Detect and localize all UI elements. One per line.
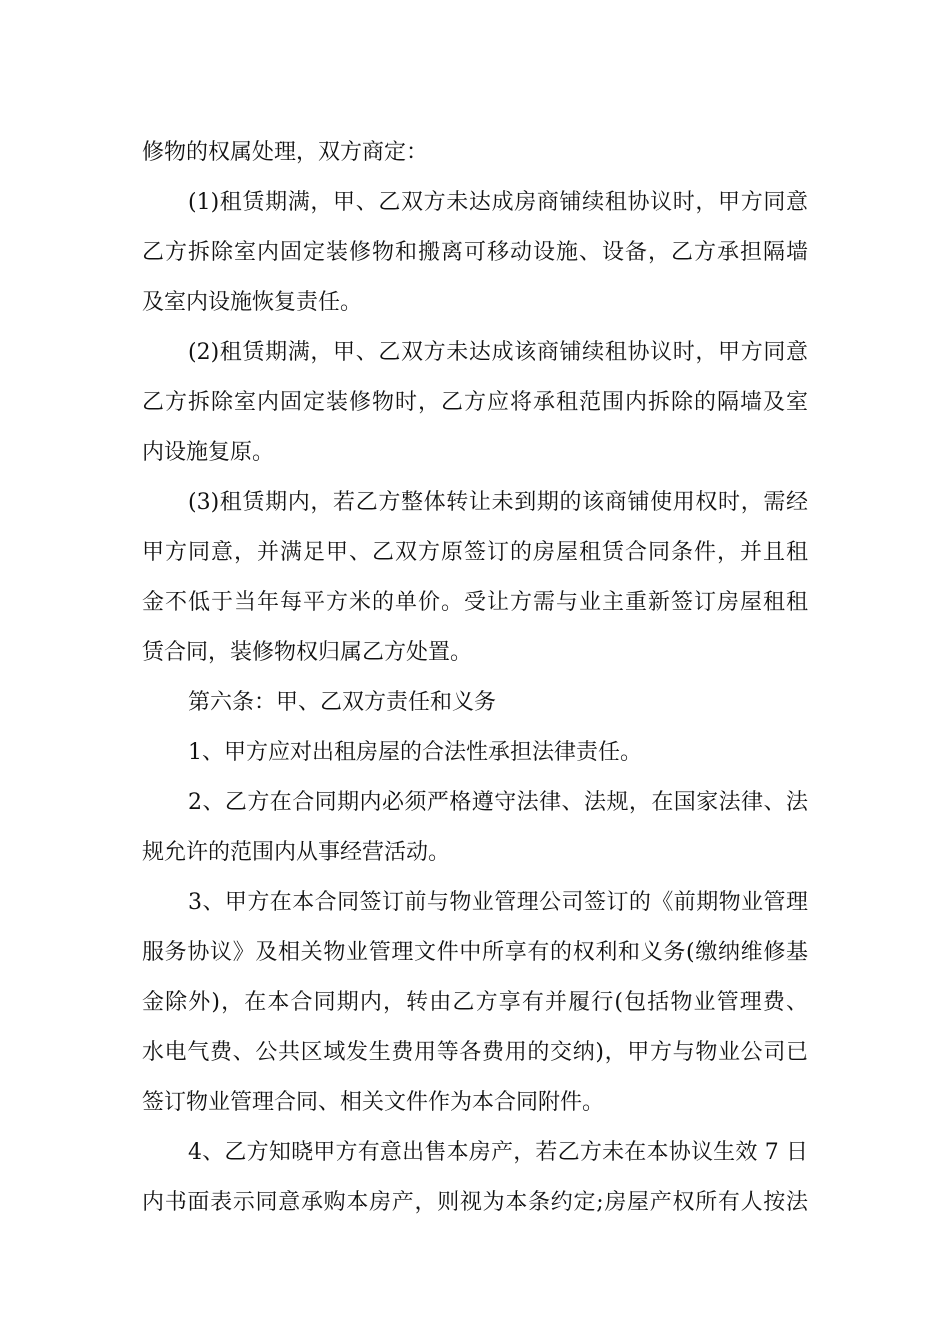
text-line: (2)租赁期满，甲、乙双方未达成该商铺续租协议时，甲方同意 [188, 340, 808, 365]
text-line: (3)租赁期内，若乙方整体转让未到期的该商铺使用权时，需经 [188, 490, 808, 515]
text-line: 第六条：甲、乙双方责任和义务 [188, 690, 497, 715]
text-line: 及室内设施恢复责任。 [142, 290, 363, 315]
text-line: 金除外)，在本合同期内，转由乙方享有并履行(包括物业管理费、 [142, 990, 808, 1015]
text-line: 内设施复原。 [142, 440, 275, 465]
text-line: 4、乙方知晓甲方有意出售本房产，若乙方未在本协议生效 7 日 [188, 1140, 808, 1165]
text-line: 修物的权属处理，双方商定： [142, 140, 429, 165]
text-line: 赁合同，装修物权归属乙方处置。 [142, 640, 473, 665]
text-line: 服务协议》及相关物业管理文件中所享有的权利和义务(缴纳维修基 [142, 940, 808, 965]
text-line: 规允许的范围内从事经营活动。 [142, 840, 451, 865]
text-line: 甲方同意，并满足甲、乙双方原签订的房屋租赁合同条件，并且租 [142, 540, 808, 565]
document-body [142, 128, 808, 1228]
text-line: 金不低于当年每平方米的单价。受让方需与业主重新签订房屋租租 [142, 590, 808, 615]
text-line: 1、甲方应对出租房屋的合法性承担法律责任。 [188, 740, 642, 765]
text-line: 2、乙方在合同期内必须严格遵守法律、法规，在国家法律、法 [188, 790, 808, 815]
text-line: 3、甲方在本合同签订前与物业管理公司签订的《前期物业管理 [188, 890, 808, 915]
text-line: 签订物业管理合同、相关文件作为本合同附件。 [142, 1090, 605, 1115]
text-line: 乙方拆除室内固定装修物时，乙方应将承租范围内拆除的隔墙及室 [142, 390, 808, 415]
text-line: 乙方拆除室内固定装修物和搬离可移动设施、设备，乙方承担隔墙 [142, 240, 808, 265]
text-line: (1)租赁期满，甲、乙双方未达成房商铺续租协议时，甲方同意 [188, 190, 808, 215]
text-line: 内书面表示同意承购本房产，则视为本条约定;房屋产权所有人按法 [142, 1190, 808, 1215]
text-line: 水电气费、公共区域发生费用等各费用的交纳)，甲方与物业公司已 [142, 1040, 808, 1065]
